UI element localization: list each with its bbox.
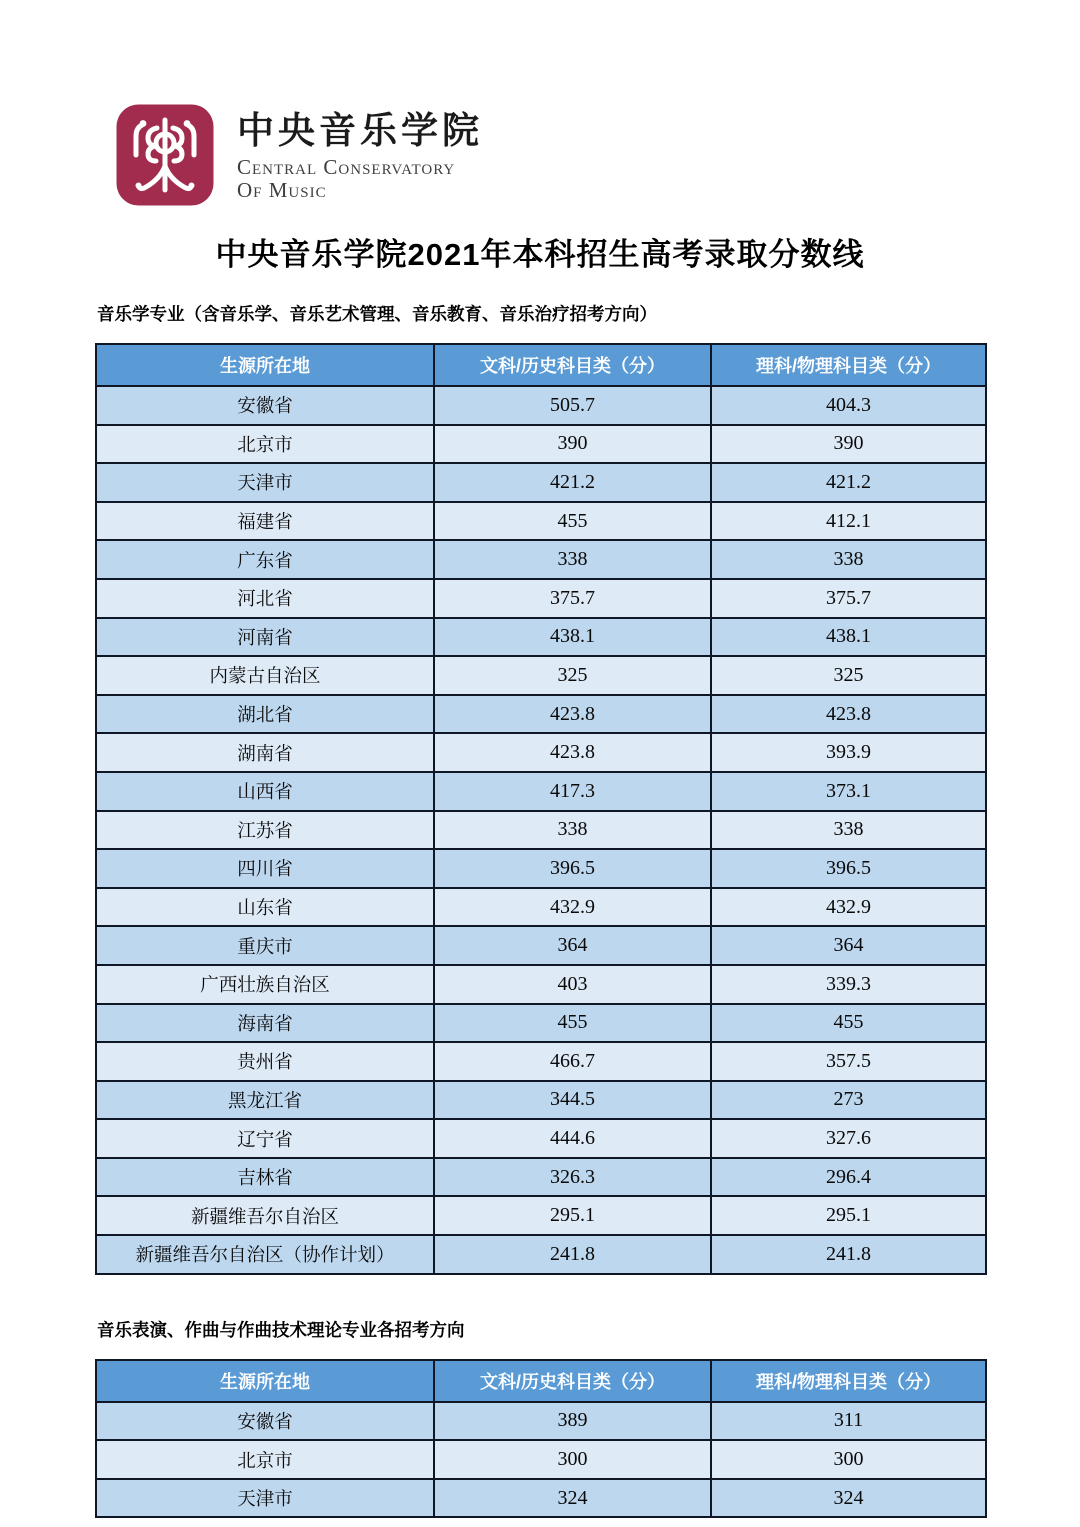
table-row: [96, 1196, 986, 1235]
score-cell: 324: [711, 1479, 986, 1518]
province-cell: 天津市: [96, 1479, 434, 1518]
table-row: [96, 463, 986, 502]
score-cell: 327.6: [711, 1119, 986, 1158]
score-cell: 390: [711, 425, 986, 464]
score-cell: 423.8: [711, 695, 986, 734]
table-row: [96, 540, 986, 579]
table-row: [96, 733, 986, 772]
table-row: [96, 1081, 986, 1120]
province-cell: 新疆维吾尔自治区（协作计划）: [96, 1235, 434, 1274]
province-cell: 新疆维吾尔自治区: [96, 1196, 434, 1235]
table-row: [96, 811, 986, 850]
brand-en-line1: Central Conservatory: [237, 154, 456, 179]
province-cell: 内蒙古自治区: [96, 656, 434, 695]
score-cell: 412.1: [711, 502, 986, 541]
score-cell: 339.3: [711, 965, 986, 1004]
column-header: 生源所在地: [96, 344, 434, 386]
brand-text-block: [237, 103, 483, 203]
score-cell: 338: [434, 811, 711, 850]
table-row: [96, 888, 986, 927]
table-row: [96, 1042, 986, 1081]
score-cell: 393.9: [711, 733, 986, 772]
score-cell: 326.3: [434, 1158, 711, 1197]
province-cell: 广西壮族自治区: [96, 965, 434, 1004]
province-cell: 安徽省: [96, 386, 434, 425]
score-cell: 338: [434, 540, 711, 579]
table-row: [96, 1479, 986, 1518]
score-cell: 241.8: [711, 1235, 986, 1274]
score-cell: 325: [434, 656, 711, 695]
province-cell: 安徽省: [96, 1402, 434, 1441]
score-cell: 466.7: [434, 1042, 711, 1081]
score-cell: 423.8: [434, 733, 711, 772]
province-cell: 福建省: [96, 502, 434, 541]
province-cell: 山西省: [96, 772, 434, 811]
score-cell: 344.5: [434, 1081, 711, 1120]
score-cell: 438.1: [711, 618, 986, 657]
province-cell: 吉林省: [96, 1158, 434, 1197]
table-row: [96, 425, 986, 464]
section-title-music-studies: 音乐学专业（含音乐学、音乐艺术管理、音乐教育、音乐治疗招考方向）: [97, 304, 657, 324]
score-cell: 375.7: [434, 579, 711, 618]
table-row: [96, 579, 986, 618]
province-cell: 湖北省: [96, 695, 434, 734]
score-cell: 505.7: [434, 386, 711, 425]
score-cell: 455: [434, 1004, 711, 1043]
scores-table-music-studies: [95, 343, 987, 1275]
score-cell: 296.4: [711, 1158, 986, 1197]
score-cell: 390: [434, 425, 711, 464]
province-cell: 重庆市: [96, 926, 434, 965]
score-cell: 325: [711, 656, 986, 695]
score-cell: 455: [434, 502, 711, 541]
brand-header: [115, 103, 985, 209]
province-cell: 湖南省: [96, 733, 434, 772]
score-cell: 373.1: [711, 772, 986, 811]
province-cell: 河北省: [96, 579, 434, 618]
brand-name-cn: 中央音乐学院: [237, 110, 483, 151]
column-header: 文科/历史科目类（分）: [434, 1360, 711, 1402]
score-cell: 375.7: [711, 579, 986, 618]
score-cell: 273: [711, 1081, 986, 1120]
province-cell: 四川省: [96, 849, 434, 888]
table-row: [96, 1158, 986, 1197]
table-row: [96, 1440, 986, 1479]
table-row: [96, 1402, 986, 1441]
province-cell: 北京市: [96, 425, 434, 464]
table-row: [96, 926, 986, 965]
table-header-row: [96, 344, 986, 386]
page-title: 中央音乐学院2021年本科招生高考录取分数线: [215, 237, 865, 272]
score-cell: 338: [711, 540, 986, 579]
province-cell: 天津市: [96, 463, 434, 502]
score-cell: 295.1: [434, 1196, 711, 1235]
province-cell: 山东省: [96, 888, 434, 927]
score-cell: 311: [711, 1402, 986, 1441]
score-cell: 300: [711, 1440, 986, 1479]
table-row: [96, 502, 986, 541]
score-cell: 396.5: [711, 849, 986, 888]
score-cell: 403: [434, 965, 711, 1004]
province-cell: 河南省: [96, 618, 434, 657]
score-cell: 324: [434, 1479, 711, 1518]
province-cell: 黑龙江省: [96, 1081, 434, 1120]
section-title-performance-composition: 音乐表演、作曲与作曲技术理论专业各招考方向: [97, 1319, 465, 1340]
province-cell: 辽宁省: [96, 1119, 434, 1158]
column-header: 文科/历史科目类（分）: [434, 344, 711, 386]
ccom-logo-icon: [115, 103, 215, 207]
province-cell: 广东省: [96, 540, 434, 579]
province-cell: 海南省: [96, 1004, 434, 1043]
table-header-row: [96, 1360, 986, 1402]
score-cell: 421.2: [434, 463, 711, 502]
brand-name-en: [237, 156, 483, 203]
brand-en-line2: Of Music: [237, 178, 327, 203]
table-row: [96, 656, 986, 695]
score-cell: 432.9: [434, 888, 711, 927]
province-cell: 江苏省: [96, 811, 434, 850]
table-row: [96, 695, 986, 734]
score-cell: 432.9: [711, 888, 986, 927]
score-cell: 404.3: [711, 386, 986, 425]
score-cell: 357.5: [711, 1042, 986, 1081]
score-cell: 241.8: [434, 1235, 711, 1274]
score-cell: 421.2: [711, 463, 986, 502]
score-cell: 300: [434, 1440, 711, 1479]
score-cell: 338: [711, 811, 986, 850]
table-row: [96, 965, 986, 1004]
province-cell: 贵州省: [96, 1042, 434, 1081]
table-row: [96, 849, 986, 888]
score-cell: 417.3: [434, 772, 711, 811]
score-cell: 455: [711, 1004, 986, 1043]
score-cell: 396.5: [434, 849, 711, 888]
table-row: [96, 386, 986, 425]
scores-table-performance-composition: [95, 1359, 987, 1519]
column-header: 理科/物理科目类（分）: [711, 1360, 986, 1402]
score-cell: 295.1: [711, 1196, 986, 1235]
score-cell: 444.6: [434, 1119, 711, 1158]
table-row: [96, 1119, 986, 1158]
score-cell: 438.1: [434, 618, 711, 657]
column-header: 理科/物理科目类（分）: [711, 344, 986, 386]
table-row: [96, 772, 986, 811]
table-row: [96, 1004, 986, 1043]
column-header: 生源所在地: [96, 1360, 434, 1402]
table-row: [96, 618, 986, 657]
province-cell: 北京市: [96, 1440, 434, 1479]
score-cell: 423.8: [434, 695, 711, 734]
table-row: [96, 1235, 986, 1274]
score-cell: 389: [434, 1402, 711, 1441]
score-cell: 364: [711, 926, 986, 965]
score-cell: 364: [434, 926, 711, 965]
